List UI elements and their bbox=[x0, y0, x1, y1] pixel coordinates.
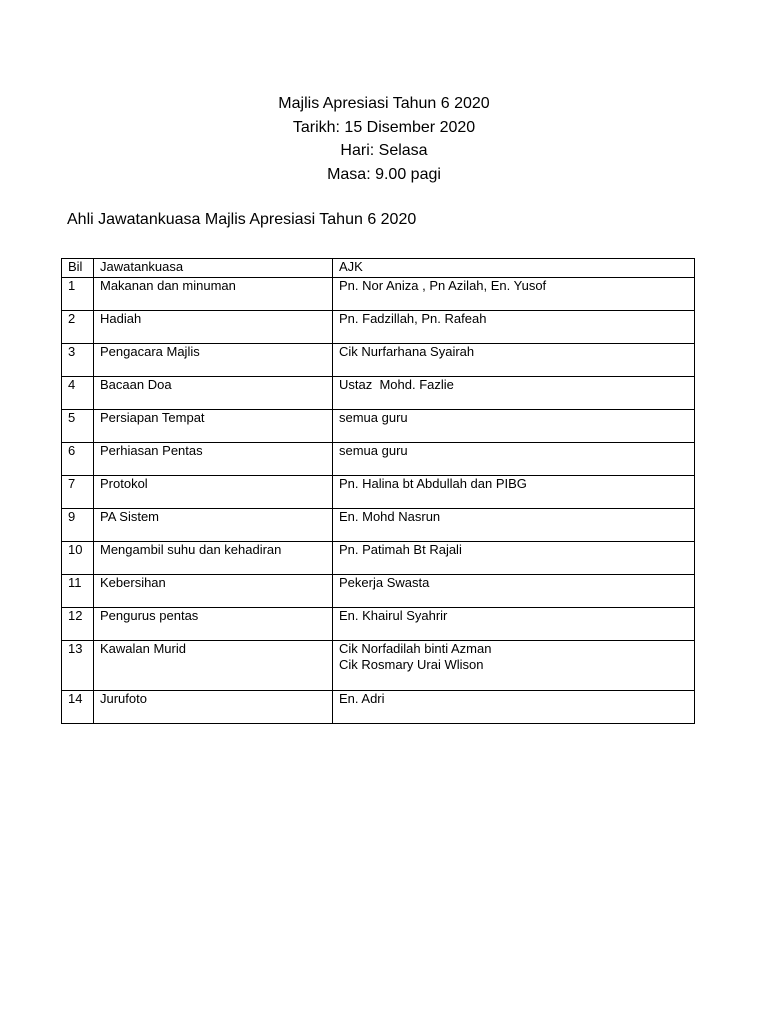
ajk-name: semua guru bbox=[339, 410, 408, 425]
ajk-name: Cik Norfadilah binti Azman bbox=[339, 641, 492, 656]
table-row bbox=[62, 509, 695, 542]
ajk-name: Cik Nurfarhana Syairah bbox=[339, 344, 475, 359]
ajk-name: Pn. Fadzillah, Pn. Rafeah bbox=[339, 311, 487, 326]
table-row bbox=[62, 311, 695, 344]
table-row bbox=[62, 476, 695, 509]
ajk-name: En. Khairul Syahrir bbox=[339, 608, 448, 623]
table-row bbox=[62, 410, 695, 443]
cell-ajk bbox=[333, 377, 695, 410]
ajk-name: En. Mohd Nasrun bbox=[339, 509, 441, 524]
cell-jawatankuasa: Makanan dan minuman bbox=[94, 278, 333, 311]
ajk-name: En. Adri bbox=[339, 691, 385, 706]
cell-bil: 12 bbox=[62, 608, 94, 641]
event-time: Masa: 9.00 pagi bbox=[327, 165, 441, 183]
table-row bbox=[62, 575, 695, 608]
cell-bil: 11 bbox=[62, 575, 94, 608]
ajk-name: Pn. Nor Aniza , Pn Azilah, En. Yusof bbox=[339, 278, 547, 293]
cell-jawatankuasa: Perhiasan Pentas bbox=[94, 443, 333, 476]
cell-bil: 4 bbox=[62, 377, 94, 410]
cell-bil: 10 bbox=[62, 542, 94, 575]
table-row bbox=[62, 377, 695, 410]
cell-jawatankuasa: Pengurus pentas bbox=[94, 608, 333, 641]
cell-bil: 14 bbox=[62, 691, 94, 724]
cell-jawatankuasa: Pengacara Majlis bbox=[94, 344, 333, 377]
cell-bil: 13 bbox=[62, 641, 94, 691]
cell-bil: 7 bbox=[62, 476, 94, 509]
table-header-row bbox=[62, 259, 695, 278]
cell-bil: 9 bbox=[62, 509, 94, 542]
ajk-name: Pekerja Swasta bbox=[339, 575, 430, 590]
cell-bil: 6 bbox=[62, 443, 94, 476]
column-header-ajk: AJK bbox=[333, 259, 695, 278]
table-row bbox=[62, 641, 695, 691]
table-row bbox=[62, 278, 695, 311]
cell-bil: 2 bbox=[62, 311, 94, 344]
cell-jawatankuasa: Bacaan Doa bbox=[94, 377, 333, 410]
cell-ajk bbox=[333, 311, 695, 344]
cell-ajk bbox=[333, 443, 695, 476]
cell-ajk bbox=[333, 608, 695, 641]
table-row bbox=[62, 608, 695, 641]
cell-ajk bbox=[333, 575, 695, 608]
cell-bil: 3 bbox=[62, 344, 94, 377]
table-row bbox=[62, 691, 695, 724]
ajk-name: Ustaz Mohd. Fazlie bbox=[339, 377, 454, 392]
ajk-name: semua guru bbox=[339, 443, 408, 458]
cell-ajk bbox=[333, 542, 695, 575]
event-date: Tarikh: 15 Disember 2020 bbox=[292, 118, 476, 136]
table-row bbox=[62, 542, 695, 575]
event-title: Majlis Apresiasi Tahun 6 2020 bbox=[278, 95, 490, 112]
ajk-name: Pn. Halina bt Abdullah dan PIBG bbox=[339, 476, 527, 491]
cell-jawatankuasa: Mengambil suhu dan kehadiran bbox=[94, 542, 333, 575]
cell-jawatankuasa: Hadiah bbox=[94, 311, 333, 344]
cell-ajk bbox=[333, 509, 695, 542]
table-row bbox=[62, 344, 695, 377]
cell-bil: 5 bbox=[62, 410, 94, 443]
cell-jawatankuasa: Persiapan Tempat bbox=[94, 410, 333, 443]
column-header-jawatankuasa: Jawatankuasa bbox=[94, 259, 333, 278]
document-header bbox=[0, 92, 768, 186]
cell-jawatankuasa: Kebersihan bbox=[94, 575, 333, 608]
cell-ajk bbox=[333, 344, 695, 377]
committee-table bbox=[61, 258, 695, 724]
cell-jawatankuasa: PA Sistem bbox=[94, 509, 333, 542]
table-row bbox=[62, 443, 695, 476]
cell-ajk bbox=[333, 691, 695, 724]
cell-ajk bbox=[333, 410, 695, 443]
cell-jawatankuasa: Protokol bbox=[94, 476, 333, 509]
cell-jawatankuasa: Kawalan Murid bbox=[94, 641, 333, 691]
cell-ajk bbox=[333, 278, 695, 311]
event-day: Hari: Selasa bbox=[340, 142, 428, 159]
committee-heading: Ahli Jawatankuasa Majlis Apresiasi Tahun 6 2020 bbox=[67, 211, 417, 228]
ajk-name: Pn. Patimah Bt Rajali bbox=[339, 542, 462, 557]
cell-jawatankuasa: Jurufoto bbox=[94, 691, 333, 724]
ajk-name: Cik Rosmary Urai Wlison bbox=[339, 657, 484, 672]
column-header-bil: Bil bbox=[62, 259, 94, 278]
cell-ajk bbox=[333, 641, 695, 691]
cell-bil: 1 bbox=[62, 278, 94, 311]
cell-ajk bbox=[333, 476, 695, 509]
